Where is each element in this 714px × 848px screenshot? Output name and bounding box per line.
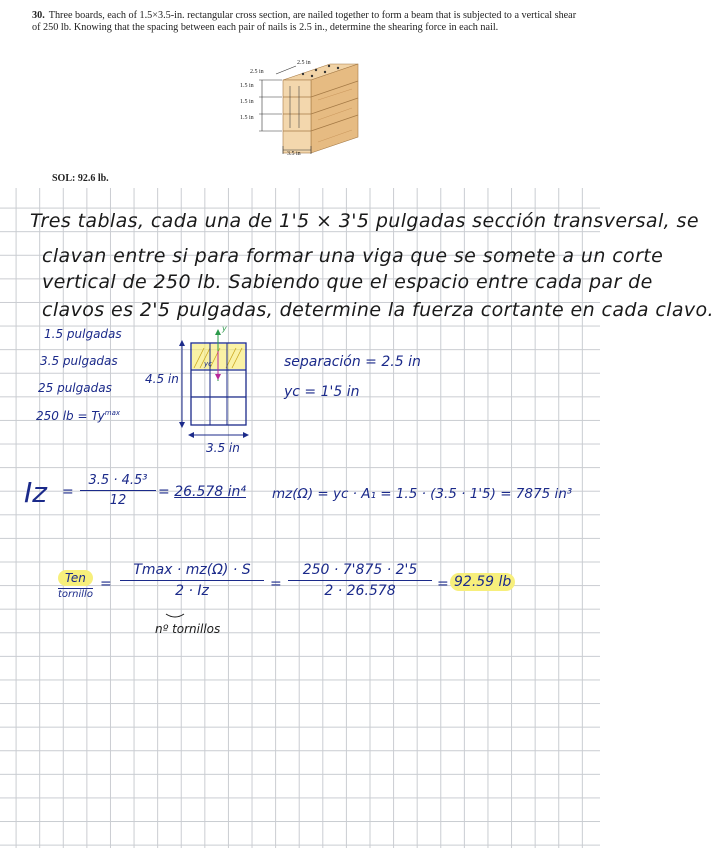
yc-note: yc = 1'5 in — [284, 384, 360, 400]
separation-note: separación = 2.5 in — [284, 354, 421, 370]
mz-expression: mz(Ω) = yc · A₁ = 1.5 · (3.5 · 1'5) = 7875 in³ — [272, 486, 573, 502]
printed-problem-area — [0, 0, 600, 188]
fig-label-layer-2: 1.5 in — [240, 99, 254, 105]
problem-number: 30. — [32, 10, 45, 21]
shear-sup: max — [104, 409, 121, 417]
iz-result: = 26.578 in⁴ — [158, 484, 246, 500]
notes-line-3: vertical de 250 lb. Sabiendo que el espacio entre cada par de — [42, 271, 653, 293]
iz-equals: = — [62, 484, 74, 500]
fig-label-spacing-b: 2.5 in — [250, 69, 264, 75]
sketch-y-label: y — [222, 324, 227, 333]
iz-symbol: Iz — [24, 476, 47, 509]
data-item-3: 25 pulgadas — [38, 381, 112, 395]
sketch-height-label: 4.5 in — [145, 372, 179, 386]
notes-line-1: Tres tablas, cada una de 1'5 × 3'5 pulgadas sección transversal, se — [30, 210, 699, 232]
tau-equals-1: = — [100, 576, 112, 592]
fig-label-layer-1: 1.5 in — [240, 83, 254, 89]
tau-label-bottom: tornillo — [58, 589, 93, 600]
graph-paper-sheet — [0, 188, 714, 848]
sketch-width-label: 3.5 in — [206, 441, 240, 455]
tau-label-top: Ten — [58, 570, 93, 586]
notes-line-2: clavan entre si para formar una viga que se somete a un corte — [42, 245, 664, 267]
tau-fraction-2-den: 2 · 26.578 — [324, 583, 396, 599]
fig-label-spacing-a: 2.5 in — [297, 60, 311, 66]
solution-answer: SOL: 92.6 lb. — [52, 173, 109, 184]
fig-label-width: 3.5 in — [287, 151, 301, 157]
tau-fraction-2-num: 250 · 7'875 · 2'5 — [302, 562, 418, 578]
shear-symbol: Ty — [91, 409, 105, 423]
screws-brace — [0, 188, 600, 848]
notes-line-4: clavos es 2'5 pulgadas, determine la fuerza cortante en cada clavo. — [42, 299, 714, 321]
data-item-1: 1.5 pulgadas — [44, 327, 122, 341]
screws-note: nº tornillos — [155, 622, 221, 636]
beam-figure — [0, 0, 600, 188]
fig-label-layer-3: 1.5 in — [240, 115, 254, 121]
iz-numerator: 3.5 · 4.5³ — [88, 473, 148, 488]
sketch-yc-label: yc — [204, 360, 212, 368]
tau-equals-3: = — [437, 576, 449, 592]
beam-boards — [283, 64, 358, 153]
final-result: 92.59 lb — [450, 573, 515, 591]
tau-fraction-1-num: Tmax · mz(Ω) · S — [133, 562, 251, 578]
shear-label-text: 250 lb = — [36, 409, 88, 423]
iz-denominator: 12 — [109, 493, 127, 508]
problem-text: Three boards, each of 1.5×3.5-in. rectangular cross section, are nailed together to form a beam that is subjected to a vertical shear of 250 lb. Knowing that the spacing between each pair of nails is 2.5 in., determine the shearing force in each nail. — [32, 10, 577, 34]
data-item-2: 3.5 pulgadas — [40, 354, 118, 368]
iz-result-value: 26.578 in⁴ — [174, 484, 246, 500]
tau-equals-2: = — [270, 576, 282, 592]
tau-fraction-1-den: 2 · Iz — [175, 583, 209, 599]
